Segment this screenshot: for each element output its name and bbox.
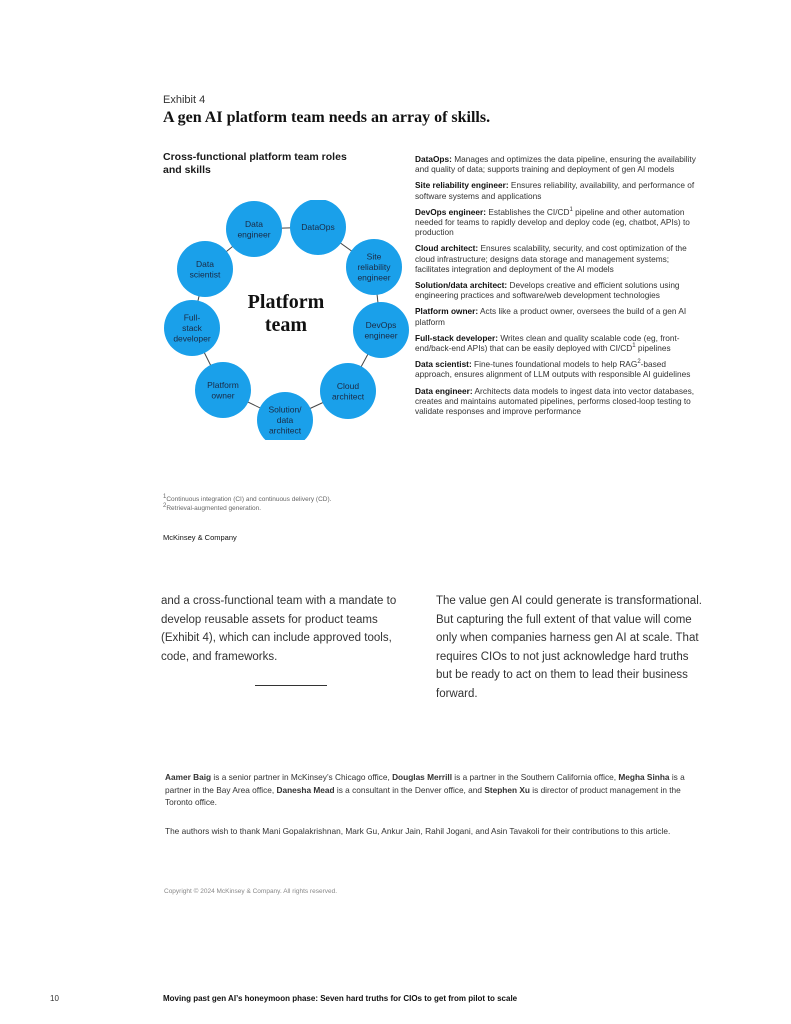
role-label: architect [268, 425, 302, 436]
source-label: McKinsey & Company [163, 533, 237, 542]
acknowledgements: The authors wish to thank Mani Gopalakrishnan, Mark Gu, Ankur Jain, Rahil Jogani, and Asin Tavakoli for their contributions to this article. [165, 826, 671, 836]
role-label: Data [196, 258, 214, 269]
section-divider [255, 685, 327, 686]
definition-term: Full-stack developer: [415, 332, 498, 343]
role-label: architect [331, 391, 365, 402]
page-number: 10 [50, 994, 59, 1003]
footnotes [163, 493, 332, 513]
author-name: Stephen Xu [484, 784, 530, 795]
definition-term: DevOps engineer: [415, 206, 487, 217]
role-definitions [415, 154, 698, 422]
definition-item: DataOps: Manages and optimizes the data pipeline, ensuring the availability and quality of data; supports training and deployment of gen AI models [415, 154, 696, 175]
exhibit-label: Exhibit 4 [163, 94, 206, 106]
role-node [346, 239, 402, 295]
role-label: data [276, 415, 294, 425]
role-label: developer [173, 333, 211, 344]
role-node [226, 201, 282, 257]
role-node [195, 362, 251, 418]
definition-term: Site reliability engineer: [415, 180, 509, 191]
role-node [177, 241, 233, 297]
role-label: Solution/ [268, 404, 302, 415]
role-label: Platform [207, 379, 239, 390]
body-text-left: and a cross-functional team with a mandate to develop reusable assets for product teams (Exhibit 4), which can include approved tools, code, and frameworks. [161, 595, 397, 663]
role-label: engineer [237, 229, 271, 240]
role-node [353, 302, 409, 358]
definition-item: Data engineer: Architects data models to ingest data into vector databases, creates and maintains automated pipelines, performs closed-loop testing to validate responses and improve performance [415, 385, 695, 417]
definition-item: Cloud architect: Ensures scalability, security, and cost optimization of the cloud infrastructure; designs data storage and management systems; facilitates integration and deployment of the AI models [415, 243, 687, 274]
role-node [290, 200, 346, 255]
definition-item: Solution/data architect: Develops creative and efficient solutions using engineering practices and software/web development technologies [415, 280, 680, 301]
role-label: engineer [364, 330, 398, 341]
definition-item: Site reliability engineer: Ensures reliability, availability, and performance of software systems and applications [415, 180, 695, 201]
definition-term: Solution/data architect: [415, 280, 508, 291]
copyright: Copyright © 2024 McKinsey & Company. All rights reserved. [164, 888, 338, 895]
definition-item: DevOps engineer: Establishes the $CI/CD^1$ pipeline and other automation needed for teams to rapidly develop and deploy code (eg, chatbot, APIs) to production [415, 206, 690, 238]
running-title: Moving past gen AI’s honeymoon phase: Seven hard truths for CIOs to get from pilot to scale [163, 994, 518, 1003]
role-node [164, 300, 220, 356]
definition-term: Data engineer: [415, 385, 473, 396]
role-label: DataOps [301, 222, 335, 232]
center-label-line-1: Platform [247, 291, 325, 313]
definition-item: Data scientist: Fine-tunes foundational models to help RAG$^2$-based approach, ensures alignment of LLM outputs with responsible AI guidelines [415, 359, 691, 380]
role-label: Site [366, 251, 382, 262]
role-label: Data [245, 218, 263, 229]
author-name: Danesha Mead [276, 784, 335, 795]
definition-item: Full-stack developer: Writes clean and quality scalable code (eg, front-end/back-end APIs) that can be easily deployed with $CI/CD^1$ pipelines [415, 332, 680, 354]
definition-item: Platform owner: Acts like a product owner, oversees the build of a gen AI platform [415, 306, 687, 327]
definition-term: DataOps: [415, 154, 452, 164]
author-bios: Aamer Baig is a senior partner in McKinsey’s Chicago office, Douglas Merrill is a partner in the Southern California office, Megha Sinha is a partner in the Bay Area office, Danesha Mead is a consultant in the Denver office, and Stephen Xu is director of product management in the Toronto office. [165, 772, 685, 807]
role-node [320, 363, 376, 419]
author-name: Aamer Baig [165, 772, 212, 782]
diagram-subtitle: Cross-functional platform team roles and skills [163, 151, 347, 176]
role-label: Cloud [336, 380, 360, 391]
center-label-line-2: team [264, 314, 308, 336]
platform-team-diagram [160, 200, 410, 440]
role-label: scientist [189, 269, 221, 280]
role-label: reliability [357, 262, 391, 272]
footnote-2: $^2$Retrieval-augmented generation. [163, 502, 262, 512]
body-text-right: The value gen AI could generate is transformational. But capturing the full extent of that value will come only when companies harness gen AI at scale. That requires CIOs to not just acknowledge hard truths but be ready to act on them to lead their business forward. [436, 595, 702, 700]
role-node [257, 392, 313, 440]
author-name: Megha Sinha [618, 772, 670, 782]
role-label: owner [211, 390, 235, 401]
definition-term: Data scientist: [415, 359, 472, 370]
exhibit-title: A gen AI platform team needs an array of skills. [163, 109, 491, 126]
definition-term: Platform owner: [415, 306, 479, 317]
definition-term: Cloud architect: [415, 243, 479, 254]
role-label: stack [182, 323, 202, 333]
role-label: DevOps [365, 319, 397, 330]
role-label: engineer [357, 272, 391, 283]
role-label: Full- [183, 312, 201, 323]
author-name: Douglas Merrill [392, 772, 452, 782]
footnote-1: $^1$Continuous integration (CI) and continuous delivery (CD). [163, 493, 332, 503]
